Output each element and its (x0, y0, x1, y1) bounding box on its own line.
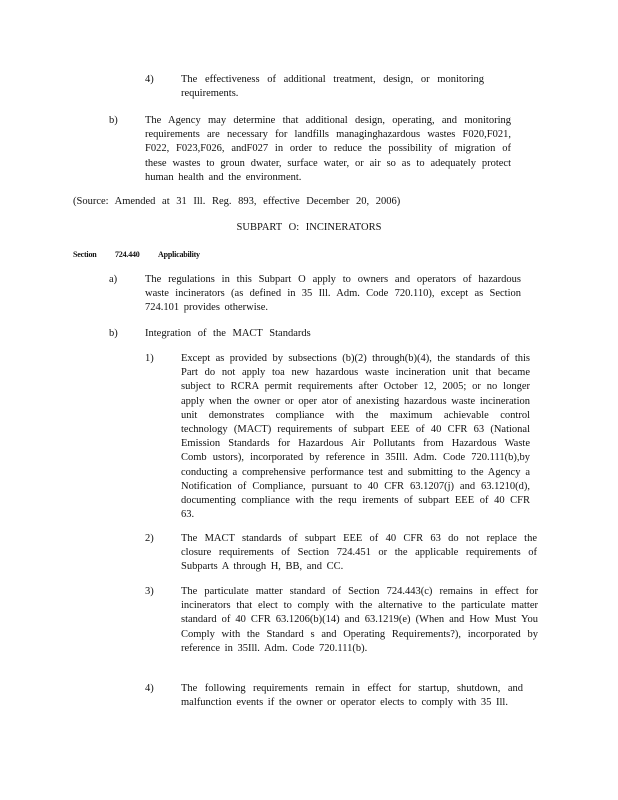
sub-3-text: The particulate matter standard of Section 724.443(c) remains in effect for incinerators that elect to comply with the alternative to the particulate matter standard of 40 CFR 63.1206(b)(14) and 63.1219(e) (When and How Must You Comply with the Standard s and Operating Requirements?), incorporated by reference in 35Ill. Adm. Code 720.111(b). (181, 586, 538, 654)
para-b-heading: Integration of the MACT Standards (145, 328, 311, 339)
para-a-label: a) (109, 274, 118, 285)
sub-4-label: 4) (145, 683, 154, 694)
sub-1-label: 1) (145, 353, 154, 364)
item-4-text: The effectiveness of additional treatment, design, or monitoring requirements. (181, 74, 484, 100)
para-b-label: b) (109, 328, 118, 339)
section-label: Section (73, 250, 97, 259)
sub-2-text: The MACT standards of subpart EEE of 40 CFR 63 do not replace the closure requirements of Section 724.451 or the applicable requirements of Subparts A through H, BB, and CC. (181, 533, 537, 573)
item-4-label: 4) (145, 74, 154, 85)
sub-3-label: 3) (145, 586, 154, 597)
subpart-title: SUBPART O: INCINERATORS (236, 222, 382, 233)
item-b-text: The Agency may determine that additional design, operating, and monitoring requirements are necessary for landfills managinghazardous wastes F020,F021, F022, F023,F026, andF027 in order to reduce the possibility of migration of these wastes to groun dwater, surface water, or air so as to adequately protect human health and the environment. (145, 115, 511, 183)
section-title: Applicability (158, 250, 200, 259)
sub-1-text: Except as provided by subsections (b)(2) through(b)(4), the standards of this Part do not apply toa new hazardous waste incineration unit that became subject to RCRA permit requirements after October 12, 2005; or no longer apply when the owner or oper ator of anexisting hazardous waste incineration unit demonstrates compliance with the maximum achievable control technology (MACT) requirements of subpart EEE of 40 CFR 63 (National Emission Standards for Hazardous Air Pollutants from Hazardous Waste Comb ustors), incorporated by reference in 35Ill. Adm. Code 720.111(b),by conducting a comprehensive performance test and submitting to the Agency a Notification of Compliance, pursuant to 40 CFR 63.1207(j) and 63.1210(d), documenting compliance with the requ irements of subpart EEE of 40 CFR 63. (181, 353, 530, 521)
para-a-text: The regulations in this Subpart O apply to owners and operators of hazardous waste incinerators (as defined in 35 Ill. Adm. Code 720.110), except as Section 724.101 provides otherwise. (145, 274, 521, 314)
sub-2-label: 2) (145, 533, 154, 544)
item-b-label: b) (109, 115, 118, 126)
sub-4-text: The following requirements remain in effect for startup, shutdown, and malfunction events if the owner or operator elects to comply with 35 Ill. (181, 683, 523, 709)
source-note: (Source: Amended at 31 Ill. Reg. 893, effective December 20, 2006) (73, 196, 401, 207)
section-number: 724.440 (115, 250, 140, 259)
